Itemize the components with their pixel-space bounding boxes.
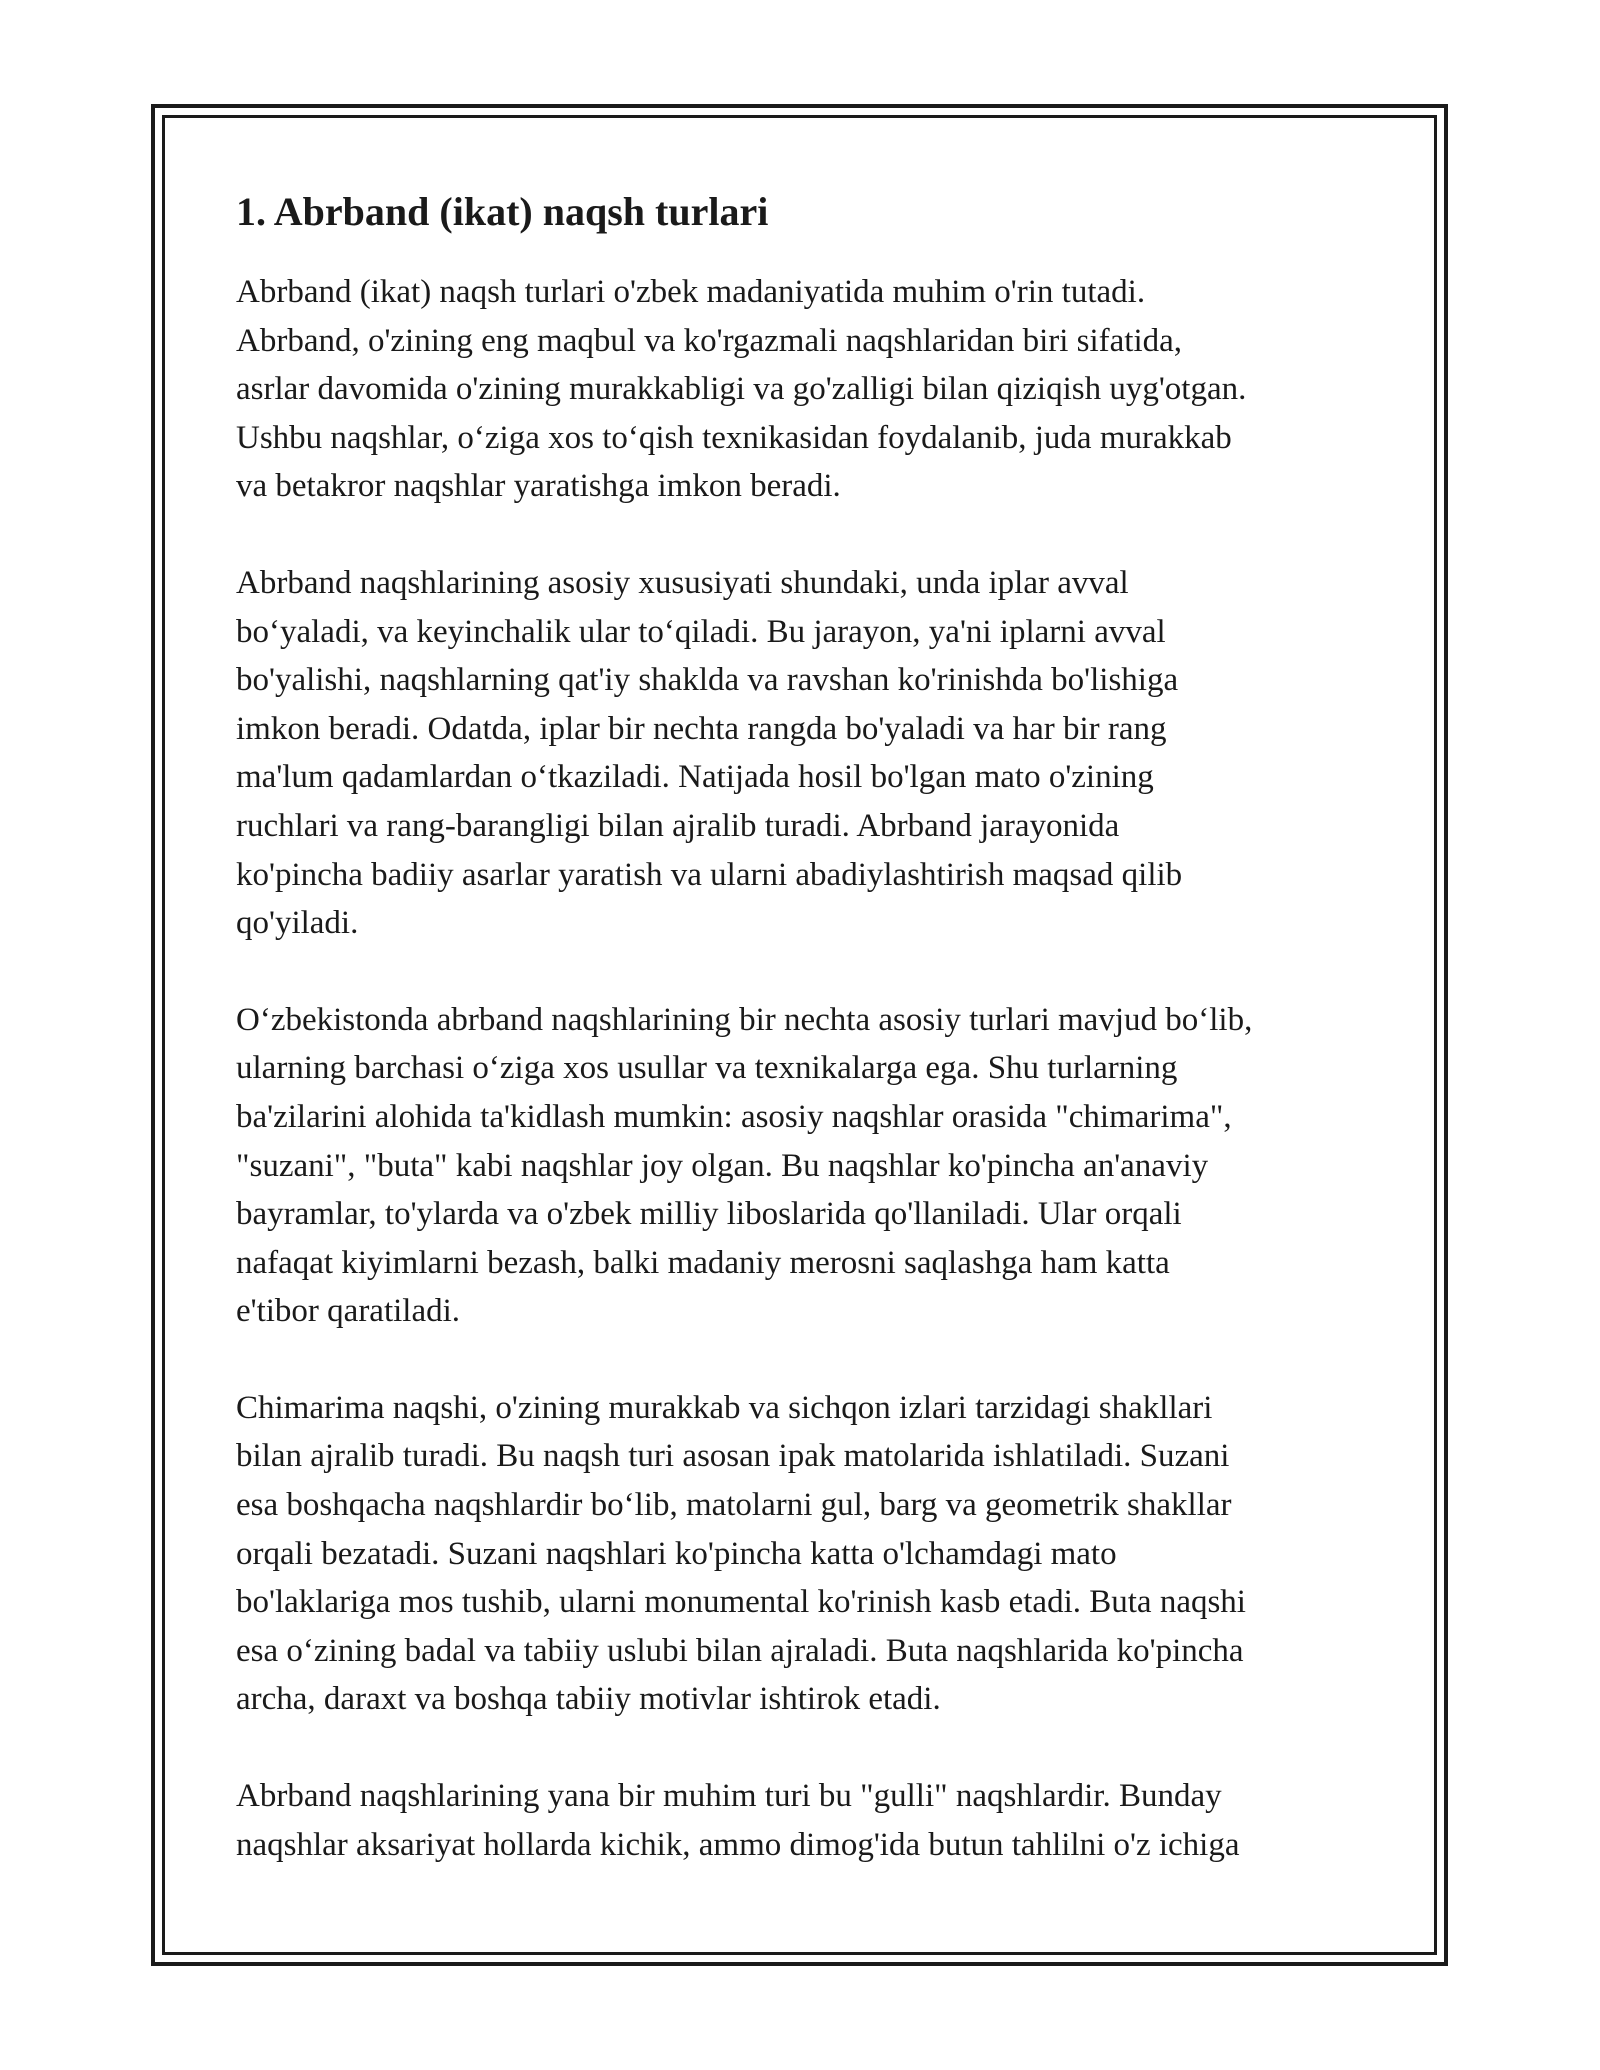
text-line: archa, daraxt va boshqa tabiiy motivlar ishtirok etadi.: [236, 1681, 941, 1718]
text-line: ruchlari va rang-barangligi bilan ajralib turadi. Abrband jarayonida: [236, 807, 1120, 844]
text-line: Abrband, o'zining eng maqbul va ko'rgazmali naqshlaridan biri sifatida,: [236, 322, 1183, 359]
text-line: naqshlar aksariyat hollarda kichik, ammo dimog'ida butun tahlilni o'z ichiga: [236, 1826, 1240, 1863]
text-line: qo'yiladi.: [236, 905, 359, 942]
text-line: O‘zbekistonda abrband naqshlarining bir nechta asosiy turlari mavjud bo‘lib,: [236, 1001, 1253, 1038]
paragraph-3: [236, 996, 1370, 1336]
text-line: Abrband (ikat) naqsh turlari o'zbek madaniyatida muhim o'rin tutadi.: [236, 274, 1146, 310]
paragraph-5: [236, 1772, 1370, 1869]
text-line: orqali bezatadi. Suzani naqshlari ko'pincha katta o'lchamdagi mato: [236, 1535, 1117, 1572]
text-line: bilan ajralib turadi. Bu naqsh turi asosan ipak matolarida ishlatiladi. Suzani: [236, 1438, 1230, 1475]
section-heading: 1. Abrband (ikat) naqsh turlari: [236, 189, 769, 234]
text-line: ma'lum qadamlardan o‘tkaziladi. Natijada hosil bo'lgan mato o'zining: [236, 759, 1154, 796]
text-line: e'tibor qaratiladi.: [236, 1293, 461, 1330]
text-line: ba'zilarini alohida ta'kidlash mumkin: asosiy naqshlar orasida "chimarima",: [236, 1098, 1232, 1135]
text-line: "suzani", "buta" kabi naqshlar joy olgan. Bu naqshlar ko'pincha an'anaviy: [236, 1147, 1209, 1184]
paragraph-4: [236, 1384, 1370, 1724]
text-line: Abrband naqshlarining asosiy xususiyati shundaki, unda iplar avval: [236, 564, 1129, 601]
text-line: bo'laklariga mos tushib, ularni monumental ko'rinish kasb etadi. Buta naqshi: [236, 1584, 1246, 1621]
paragraph-2: [236, 559, 1370, 948]
text-line: Ushbu naqshlar, o‘ziga xos to‘qish texnikasidan foydalanib, juda murakkab: [236, 419, 1232, 456]
text-line: esa boshqacha naqshlardir bo‘lib, matolarni gul, barg va geometrik shakllar: [236, 1487, 1232, 1524]
paragraph-1: [236, 268, 1370, 511]
text-line: va betakror naqshlar yaratishga imkon beradi.: [236, 468, 841, 505]
text-line: bo‘yaladi, va keyinchalik ular to‘qiladi. Bu jarayon, ya'ni iplarni avval: [236, 613, 1166, 650]
text-line: nafaqat kiyimlarni bezash, balki madaniy merosni saqlashga ham katta: [236, 1244, 1170, 1281]
document-body: [236, 186, 1370, 1917]
text-line: Chimarima naqshi, o'zining murakkab va sichqon izlari tarzidagi shakllari: [236, 1389, 1213, 1426]
text-line: esa o‘zining badal va tabiiy uslubi bilan ajraladi. Buta naqshlarida ko'pincha: [236, 1632, 1244, 1669]
text-line: ularning barchasi o‘ziga xos usullar va texnikalarga ega. Shu turlarning: [236, 1050, 1178, 1087]
text-line: Abrband naqshlarining yana bir muhim turi bu "gulli" naqshlardir. Bunday: [236, 1778, 1222, 1815]
text-line: asrlar davomida o'zining murakkabligi va go'zalligi bilan qiziqish uyg'otgan.: [236, 371, 1247, 408]
text-line: bayramlar, to'ylarda va o'zbek milliy liboslarida qo'llaniladi. Ular orqali: [236, 1196, 1182, 1233]
text-line: imkon beradi. Odatda, iplar bir nechta rangda bo'yaladi va har bir rang: [236, 710, 1167, 747]
text-line: ko'pincha badiiy asarlar yaratish va ularni abadiylashtirish maqsad qilib: [236, 856, 1183, 893]
text-line: bo'yalishi, naqshlarning qat'iy shaklda va ravshan ko'rinishda bo'lishiga: [236, 662, 1179, 699]
